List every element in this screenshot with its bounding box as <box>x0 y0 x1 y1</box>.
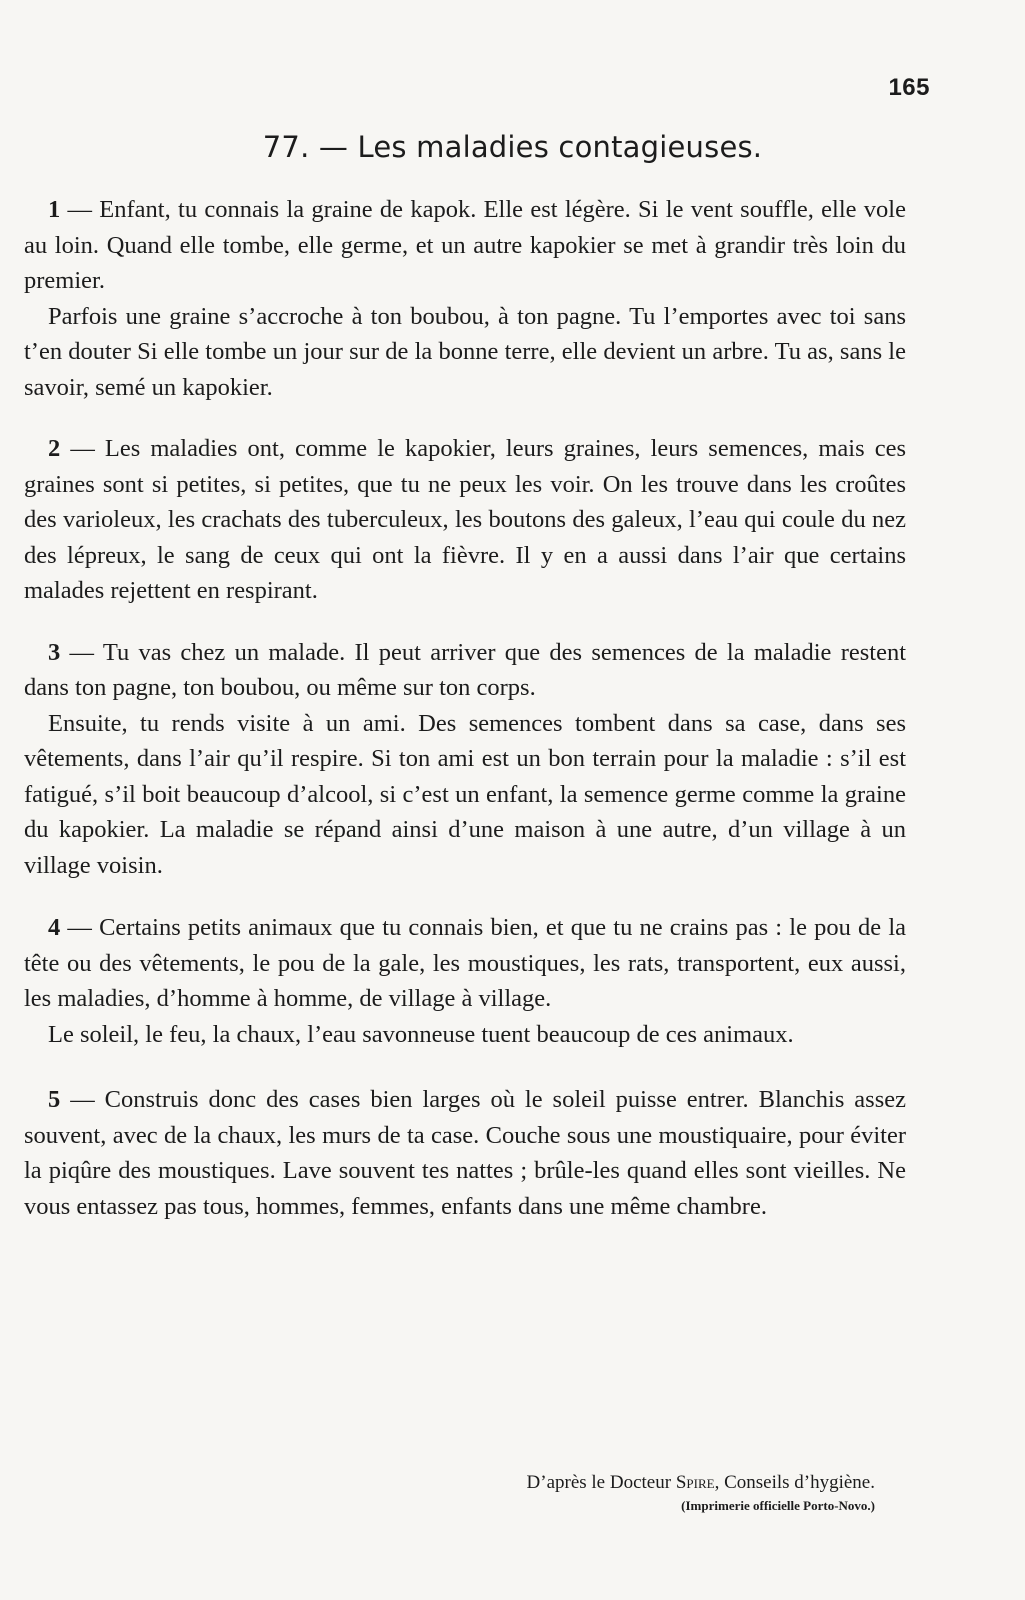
paragraph <box>24 192 906 299</box>
paragraph-number: 4 <box>48 914 61 941</box>
source-citation <box>527 1470 875 1496</box>
source-suffix: , Conseils d’hygiène. <box>714 1472 875 1493</box>
section-1 <box>24 192 906 405</box>
paragraph-text: — Construis donc des cases bien larges où le soleil puisse entrer. Blanchis assez souvent, avec de la chaux, les murs de ta case. Couche sous une moustiquaire, pour éviter la piqûre des moustiques. Lave souvent tes nattes ; brûle-les quand elles sont vieilles. Ne vous entassez pas tous, hommes, femmes, enfants dans une même chambre. <box>24 1086 907 1220</box>
paragraph <box>24 431 906 609</box>
paragraph: Parfois une graine s’accroche à ton boubou, à ton pagne. Tu l’emportes avec toi sans t’en douter Si elle tombe un jour sur de la bonne terre, elle devient un arbre. Tu as, sans le savoir, semé un kapokier. <box>24 302 906 401</box>
source-author: Spire <box>675 1472 715 1493</box>
paragraph-number: 3 <box>48 638 61 666</box>
source-prefix: D’après le Docteur <box>526 1472 672 1493</box>
paragraph-text: — Les maladies ont, comme le kapokier, leurs graines, leurs semences, mais ces graines sont si petites, si petites, que tu ne peux les voir. On les trouve dans les croûtes des varioleux, les crachats des tuberculeux, les boutons des galeux, l’eau qui coule du nez des lépreux, le sang de ceux qui ont la fièvre. Il y en a aussi dans l’air que certains malades rejettent en respirant. <box>24 435 907 604</box>
page-number: 165 <box>888 74 930 101</box>
paragraph <box>24 1082 906 1224</box>
imprint-note: (Imprimerie officielle Porto-Novo.) <box>681 1498 875 1513</box>
paragraph-number: 2 <box>48 435 61 462</box>
paragraph <box>24 910 906 1017</box>
page-title: 77. — Les maladies contagieuses. <box>262 130 763 164</box>
paragraph-text: — Enfant, tu connais la graine de kapok. Elle est légère. Si le vent souffle, elle vole au loin. Quand elle tombe, elle germe, et un autre kapokier se met à grandir très loin du premier. <box>24 196 906 294</box>
section-5 <box>24 1082 906 1224</box>
section-3 <box>24 635 906 884</box>
paragraph: Ensuite, tu rends visite à un ami. Des semences tombent dans sa case, dans ses vêtements, dans l’air qu’il respire. Si ton ami est un bon terrain pour la maladie : s’il est fatigué, s’il boit beaucoup d’alcool, si c’est un enfant, la semence germe comme la graine du kapokier. La maladie se répand ainsi d’une maison à une autre, d’un village à un village voisin. <box>24 709 906 879</box>
section-2 <box>24 431 906 609</box>
paragraph-text: — Certains petits animaux que tu connais bien, et que tu ne crains pas : le pou de la tête ou des vêtements, le pou de la gale, les moustiques, les rats, transportent, eux aussi, les maladies, d’homme à homme, de village à village. <box>24 914 906 1012</box>
lesson-body <box>24 192 906 1224</box>
source-attribution <box>527 1470 875 1516</box>
paragraph-number: 5 <box>48 1086 61 1113</box>
paragraph: Le soleil, le feu, la chaux, l’eau savonneuse tuent beaucoup de ces animaux. <box>48 1020 794 1048</box>
paragraph-text: — Tu vas chez un malade. Il peut arriver que des semences de la maladie restent dans ton pagne, ton boubou, ou même sur ton corps. <box>24 638 906 701</box>
paragraph-number: 1 <box>48 196 61 223</box>
paragraph <box>24 635 906 706</box>
section-4 <box>24 910 906 1052</box>
